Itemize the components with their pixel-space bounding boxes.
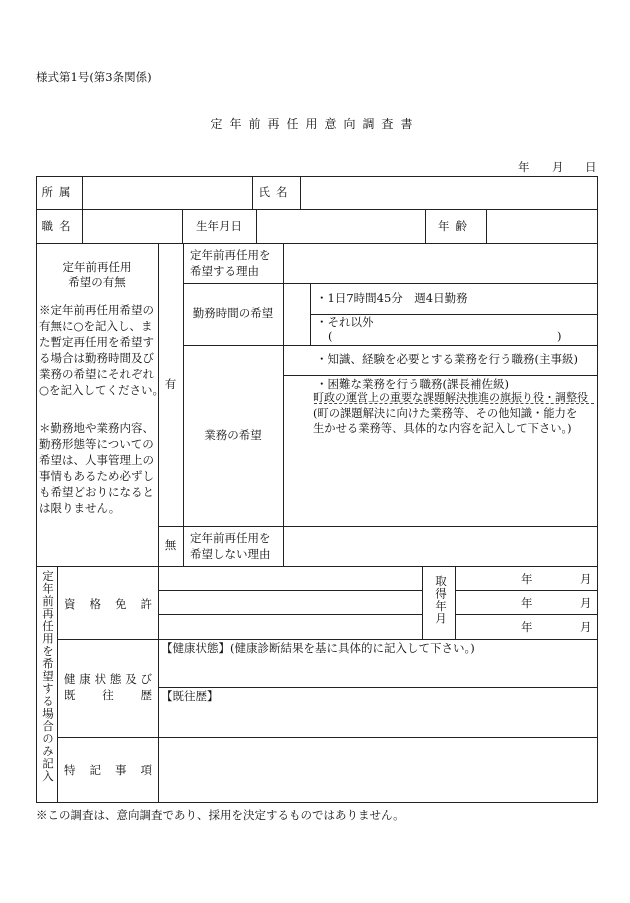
- reason-no-label-line2: 希望しない理由: [190, 547, 271, 561]
- page-title: 定年前再任用意向調査書: [210, 117, 420, 131]
- form-number: 様式第1号(第3条関係): [36, 70, 152, 84]
- license-field-3[interactable]: [159, 615, 421, 638]
- health-status-field[interactable]: [159, 657, 597, 686]
- acquired-month-1: 月: [580, 572, 592, 586]
- work-hours-option-4days[interactable]: ・1日7時間45分 週4日勤務: [316, 291, 468, 305]
- health-label-line2: 既往歴: [64, 688, 152, 702]
- acquired-month-3: 月: [580, 620, 592, 634]
- job-title-field[interactable]: [83, 210, 181, 242]
- note-line: 勤務形態等についての: [39, 437, 154, 451]
- no-option[interactable]: 無: [164, 538, 177, 552]
- footer-note: ※この調査は、意向調査であり、採用を決定するものではありません。: [36, 808, 405, 822]
- name-field[interactable]: [301, 177, 596, 208]
- acquired-year-2: 年: [521, 596, 533, 610]
- acquired-year-1: 年: [521, 572, 533, 586]
- duties-option-assistant-manager[interactable]: ・困難な業務を行う職務(課長補佐級): [316, 377, 509, 391]
- license-label: 資格免許: [64, 597, 152, 611]
- note-line: は限りません。: [39, 501, 121, 515]
- note-line: る場合は勤務時間及び: [39, 351, 154, 365]
- reason-yes-field[interactable]: [284, 244, 596, 282]
- yes-option[interactable]: 有: [164, 377, 177, 391]
- license-field-2[interactable]: [159, 591, 421, 613]
- acquired-date-label: 取得年月: [434, 575, 448, 625]
- note-line: ○を記入してください。: [39, 383, 165, 397]
- date-year: 年: [518, 160, 530, 174]
- duties-option-description: 町政の運営上の重要な課題解決推進の旗振り役・調整役: [313, 391, 588, 404]
- name-label: 氏名: [258, 185, 294, 199]
- reemployment-heading-line1: 定年前再任用: [62, 260, 132, 274]
- acquired-month-2: 月: [580, 596, 592, 610]
- medical-history-note: 【既往歴】: [161, 689, 219, 703]
- note-line: た暫定再任用を希望す: [39, 335, 154, 349]
- paren-close: ): [557, 329, 562, 343]
- duties-detail-field[interactable]: [284, 440, 596, 524]
- instruction-note: [39, 302, 164, 398]
- note-line: 業務の希望にそれぞれ: [39, 367, 154, 381]
- only-if-reemployment-label: 定年前再任用を希望する場合のみ記入: [41, 570, 55, 783]
- affiliation-label: 所属: [41, 185, 77, 199]
- reason-no-label-line1: 定年前再任用を: [190, 531, 271, 545]
- duties-option-staff[interactable]: ・知識、経験を必要とする業務を行う職務(主事級): [316, 352, 578, 366]
- work-hours-label: 勤務時間の希望: [192, 306, 274, 320]
- reason-yes-label-line2: 希望する理由: [190, 264, 259, 278]
- duties-label: 業務の希望: [204, 428, 262, 442]
- age-label: 年齢: [438, 219, 473, 233]
- age-field[interactable]: [487, 210, 596, 242]
- license-field-1[interactable]: [159, 567, 421, 589]
- note-line: ＊勤務地や業務内容、: [39, 421, 154, 435]
- paren-open: (: [328, 329, 333, 343]
- job-title-label: 職名: [41, 219, 77, 233]
- date-month: 月: [552, 160, 564, 174]
- note-line: 事情もあるため必ずし: [39, 469, 154, 483]
- note-line: 有無に○を記入し、ま: [39, 319, 153, 333]
- work-hours-other-field[interactable]: [340, 330, 550, 343]
- disclaimer-note: [39, 420, 154, 516]
- note-line: 希望は、人事管理上の: [39, 453, 154, 467]
- reason-yes-label-line1: 定年前再任用を: [190, 248, 271, 262]
- reason-no-field[interactable]: [284, 527, 596, 565]
- health-status-note: 【健康状態】(健康診断結果を基に具体的に記入して下さい。): [161, 641, 475, 655]
- work-hours-option-other[interactable]: ・それ以外: [316, 315, 374, 329]
- remarks-field[interactable]: [159, 738, 597, 801]
- reemployment-heading-line2: 希望の有無: [68, 275, 126, 289]
- medical-history-field[interactable]: [159, 705, 597, 736]
- birthdate-field[interactable]: [257, 210, 424, 242]
- health-label-line1: 健康状態及び: [64, 672, 152, 686]
- acquired-year-3: 年: [521, 620, 533, 634]
- duties-option-instruction-2: 生かせる業務等、具体的な内容を記入して下さい。): [313, 422, 572, 435]
- duties-option-instruction-1: (町の課題解決に向けた業務等、その他知識・能力を: [313, 407, 578, 420]
- note-line: ※定年前再任用希望の: [39, 303, 154, 317]
- remarks-label: 特記事項: [64, 763, 152, 777]
- birthdate-label: 生年月日: [196, 219, 242, 233]
- date-day: 日: [585, 160, 597, 174]
- note-line: も希望どおりになると: [39, 485, 154, 499]
- affiliation-field[interactable]: [83, 177, 251, 208]
